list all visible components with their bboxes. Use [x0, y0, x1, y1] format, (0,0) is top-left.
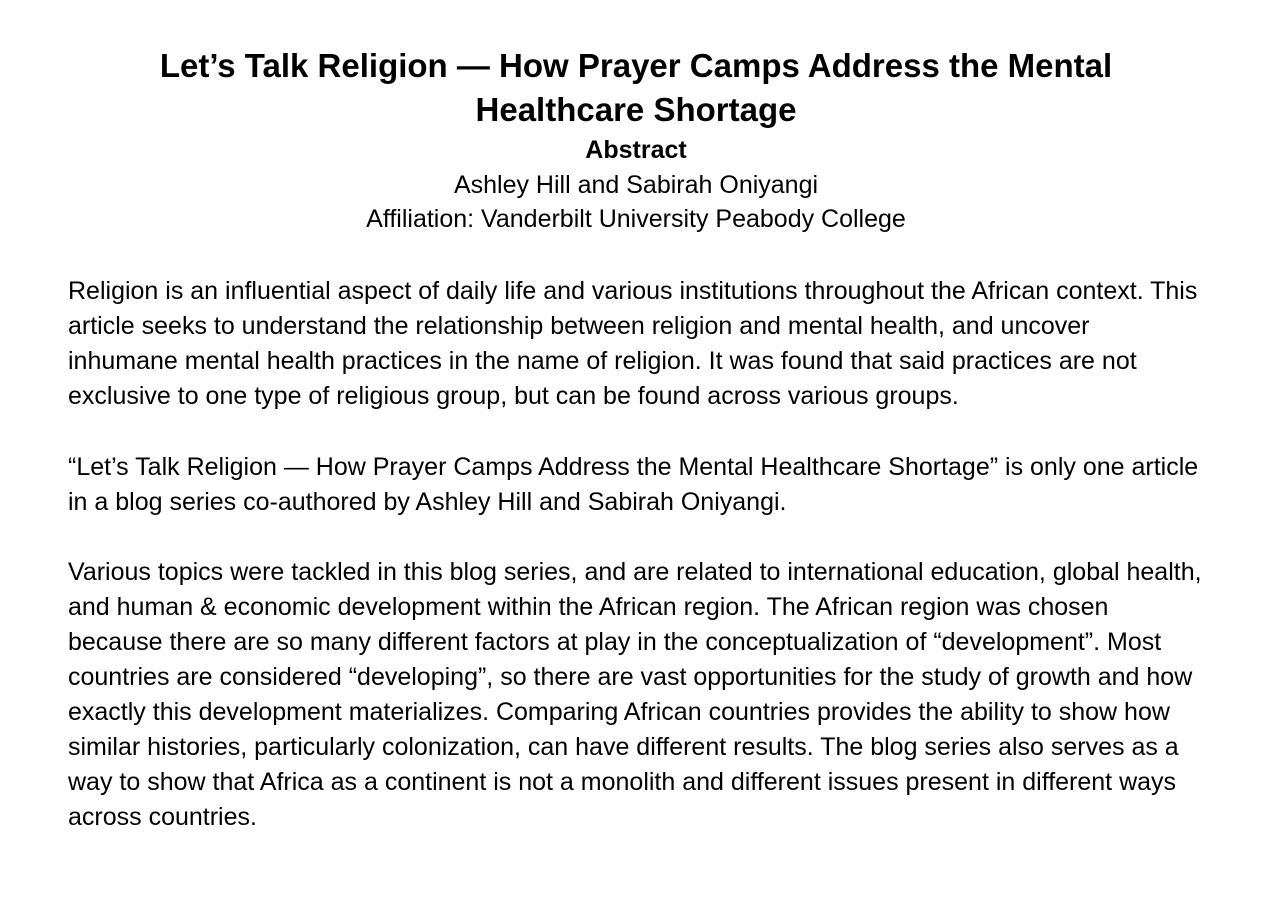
- abstract-heading: Abstract: [585, 136, 687, 164]
- series-topics-paragraph: Various topics were tackled in this blog series, and are related to international education, global health, and human & economic development within the African region. The African region was chosen because there are so many different factors at play in the conceptualization of “development”. Most countries are considered “developing”, so there are vast opportunities for the study of growth and how exactly this development materializes. Comparing African countries provides the ability to show how similar histories, particularly colonization, can have different results. The blog series also serves as a way to show that Africa as a continent is not a monolith and different issues present in different ways across countries.: [68, 558, 1202, 831]
- series-note-paragraph: “Let’s Talk Religion — How Prayer Camps Address the Mental Healthcare Shortage” is only one article in a blog series co-authored by Ashley Hill and Sabirah Oniyangi.: [68, 453, 1199, 516]
- abstract-paragraph: Religion is an influential aspect of daily life and various institutions throughout the African context. This article seeks to understand the relationship between religion and mental health, and uncover inhumane mental health practices in the name of religion. It was found that said practices are not exclusive to one type of religious group, but can be found across various groups.: [68, 277, 1198, 410]
- affiliation: Affiliation: Vanderbilt University Peabody College: [366, 205, 906, 233]
- document-title: Let’s Talk Religion — How Prayer Camps Address the Mental Healthcare Shortage: [159, 47, 1113, 128]
- authors: Ashley Hill and Sabirah Oniyangi: [453, 171, 819, 199]
